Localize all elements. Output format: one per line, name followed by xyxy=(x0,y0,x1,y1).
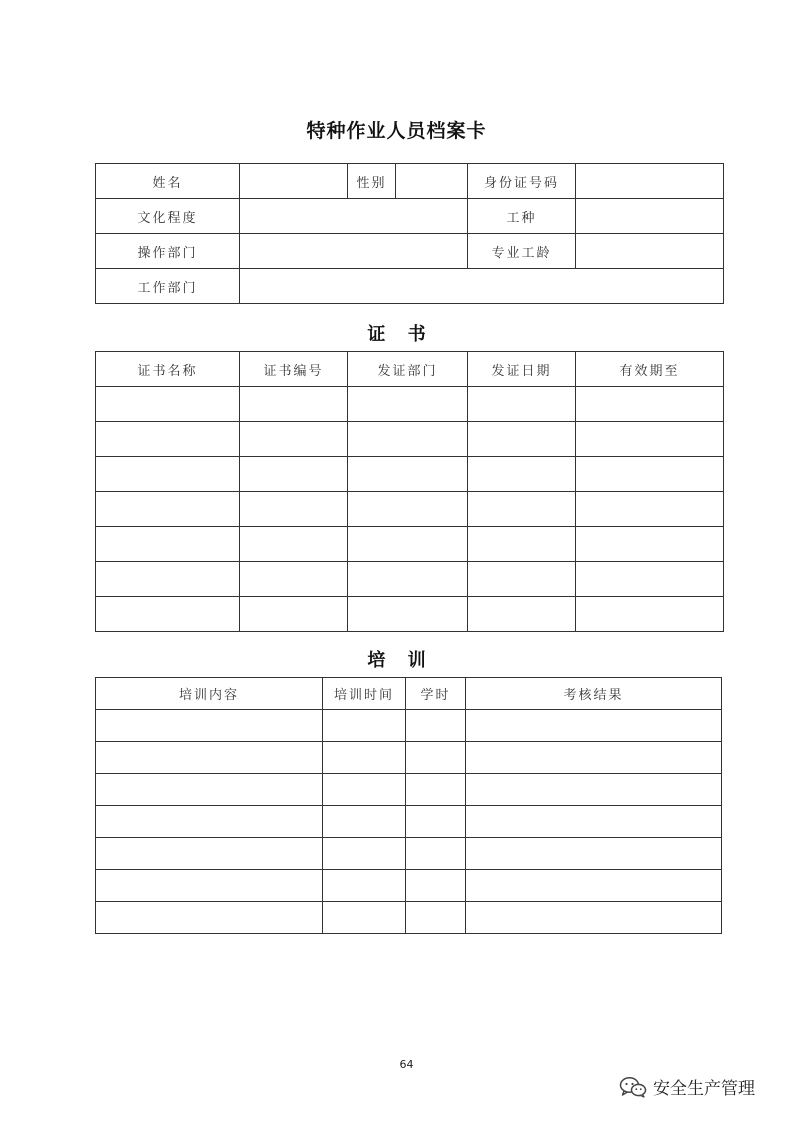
certificate-row xyxy=(96,527,724,562)
work-dept-value xyxy=(240,269,724,304)
info-row xyxy=(96,234,724,269)
column-header: 培训时间 xyxy=(323,678,406,710)
training-row xyxy=(96,870,722,902)
training-cell xyxy=(96,710,323,742)
training-cell xyxy=(96,902,323,934)
certificate-cell xyxy=(348,457,468,492)
training-cell xyxy=(466,902,722,934)
training-cell xyxy=(323,774,406,806)
id-number-value xyxy=(576,164,724,199)
certificate-cell xyxy=(240,527,348,562)
training-cell xyxy=(323,902,406,934)
certificate-cell xyxy=(96,457,240,492)
training-cell xyxy=(323,710,406,742)
operation-dept-value xyxy=(240,234,468,269)
certificate-cell xyxy=(96,387,240,422)
watermark xyxy=(619,1074,755,1099)
certificate-cell xyxy=(468,527,576,562)
training-row xyxy=(96,742,722,774)
certificate-cell xyxy=(240,562,348,597)
seniority-label: 专业工龄 xyxy=(468,234,576,269)
certificate-row xyxy=(96,457,724,492)
info-row xyxy=(96,199,724,234)
certificate-cell xyxy=(96,597,240,632)
certificate-cell xyxy=(468,387,576,422)
training-cell xyxy=(96,838,323,870)
certificate-section-title: 证 书 xyxy=(367,324,426,345)
wechat-icon xyxy=(619,1076,647,1098)
name-label: 姓名 xyxy=(96,164,240,199)
certificate-cell xyxy=(240,457,348,492)
certificate-cell xyxy=(576,422,724,457)
document-title: 特种作业人员档案卡 xyxy=(306,120,487,142)
training-cell xyxy=(323,806,406,838)
column-header: 证书名称 xyxy=(96,352,240,387)
certificate-cell xyxy=(468,422,576,457)
operation-dept-label: 操作部门 xyxy=(96,234,240,269)
certificate-cell xyxy=(96,492,240,527)
certificate-row xyxy=(96,562,724,597)
training-row xyxy=(96,774,722,806)
column-header: 发证日期 xyxy=(468,352,576,387)
seniority-value xyxy=(576,234,724,269)
certificate-row xyxy=(96,492,724,527)
certificate-row xyxy=(96,387,724,422)
column-header: 发证部门 xyxy=(348,352,468,387)
column-header: 有效期至 xyxy=(576,352,724,387)
column-header: 考核结果 xyxy=(466,678,722,710)
column-header: 学时 xyxy=(406,678,466,710)
certificate-cell xyxy=(240,387,348,422)
training-cell xyxy=(466,806,722,838)
certificate-cell xyxy=(576,527,724,562)
certificate-cell xyxy=(96,527,240,562)
training-cell xyxy=(466,838,722,870)
training-cell xyxy=(96,742,323,774)
certificate-cell xyxy=(348,422,468,457)
job-type-label: 工种 xyxy=(468,199,576,234)
id-number-label: 身份证号码 xyxy=(468,164,576,199)
certificate-cell xyxy=(348,387,468,422)
training-cell xyxy=(406,902,466,934)
certificate-header-row xyxy=(96,352,724,387)
training-cell xyxy=(406,838,466,870)
certificate-cell xyxy=(576,597,724,632)
page-number: 64 xyxy=(399,1058,414,1071)
training-row xyxy=(96,902,722,934)
info-row xyxy=(96,164,724,199)
job-type-value xyxy=(576,199,724,234)
column-header: 培训内容 xyxy=(96,678,323,710)
certificate-cell xyxy=(96,422,240,457)
certificate-cell xyxy=(468,562,576,597)
training-cell xyxy=(323,838,406,870)
training-cell xyxy=(323,742,406,774)
personal-info-table xyxy=(95,163,724,304)
training-cell xyxy=(96,870,323,902)
certificate-cell xyxy=(468,492,576,527)
certificate-cell xyxy=(576,492,724,527)
certificate-cell xyxy=(240,597,348,632)
training-cell xyxy=(406,806,466,838)
certificate-cell xyxy=(348,562,468,597)
gender-value xyxy=(396,164,468,199)
column-header: 证书编号 xyxy=(240,352,348,387)
training-header-row xyxy=(96,678,722,710)
training-cell xyxy=(466,742,722,774)
education-value xyxy=(240,199,468,234)
certificate-cell xyxy=(576,387,724,422)
certificate-cell xyxy=(576,562,724,597)
certificate-cell xyxy=(240,492,348,527)
name-value xyxy=(240,164,348,199)
training-cell xyxy=(466,774,722,806)
certificate-cell xyxy=(576,457,724,492)
training-cell xyxy=(406,774,466,806)
training-cell xyxy=(406,710,466,742)
certificate-cell xyxy=(240,422,348,457)
work-dept-label: 工作部门 xyxy=(96,269,240,304)
certificate-row xyxy=(96,422,724,457)
watermark-text: 安全生产管理 xyxy=(653,1079,755,1099)
gender-label: 性别 xyxy=(348,164,396,199)
certificate-cell xyxy=(468,597,576,632)
certificate-cell xyxy=(348,597,468,632)
training-section-title: 培 训 xyxy=(367,650,426,671)
training-table xyxy=(95,677,722,934)
training-cell xyxy=(96,774,323,806)
training-row xyxy=(96,838,722,870)
certificate-table xyxy=(95,351,724,632)
training-cell xyxy=(466,870,722,902)
certificate-rows xyxy=(96,387,724,632)
training-cell xyxy=(406,870,466,902)
training-row xyxy=(96,806,722,838)
training-row xyxy=(96,710,722,742)
training-cell xyxy=(406,742,466,774)
info-row xyxy=(96,269,724,304)
certificate-cell xyxy=(468,457,576,492)
certificate-cell xyxy=(348,492,468,527)
training-cell xyxy=(466,710,722,742)
training-cell xyxy=(323,870,406,902)
education-label: 文化程度 xyxy=(96,199,240,234)
training-cell xyxy=(96,806,323,838)
certificate-cell xyxy=(348,527,468,562)
certificate-cell xyxy=(96,562,240,597)
training-rows xyxy=(96,710,722,934)
certificate-row xyxy=(96,597,724,632)
